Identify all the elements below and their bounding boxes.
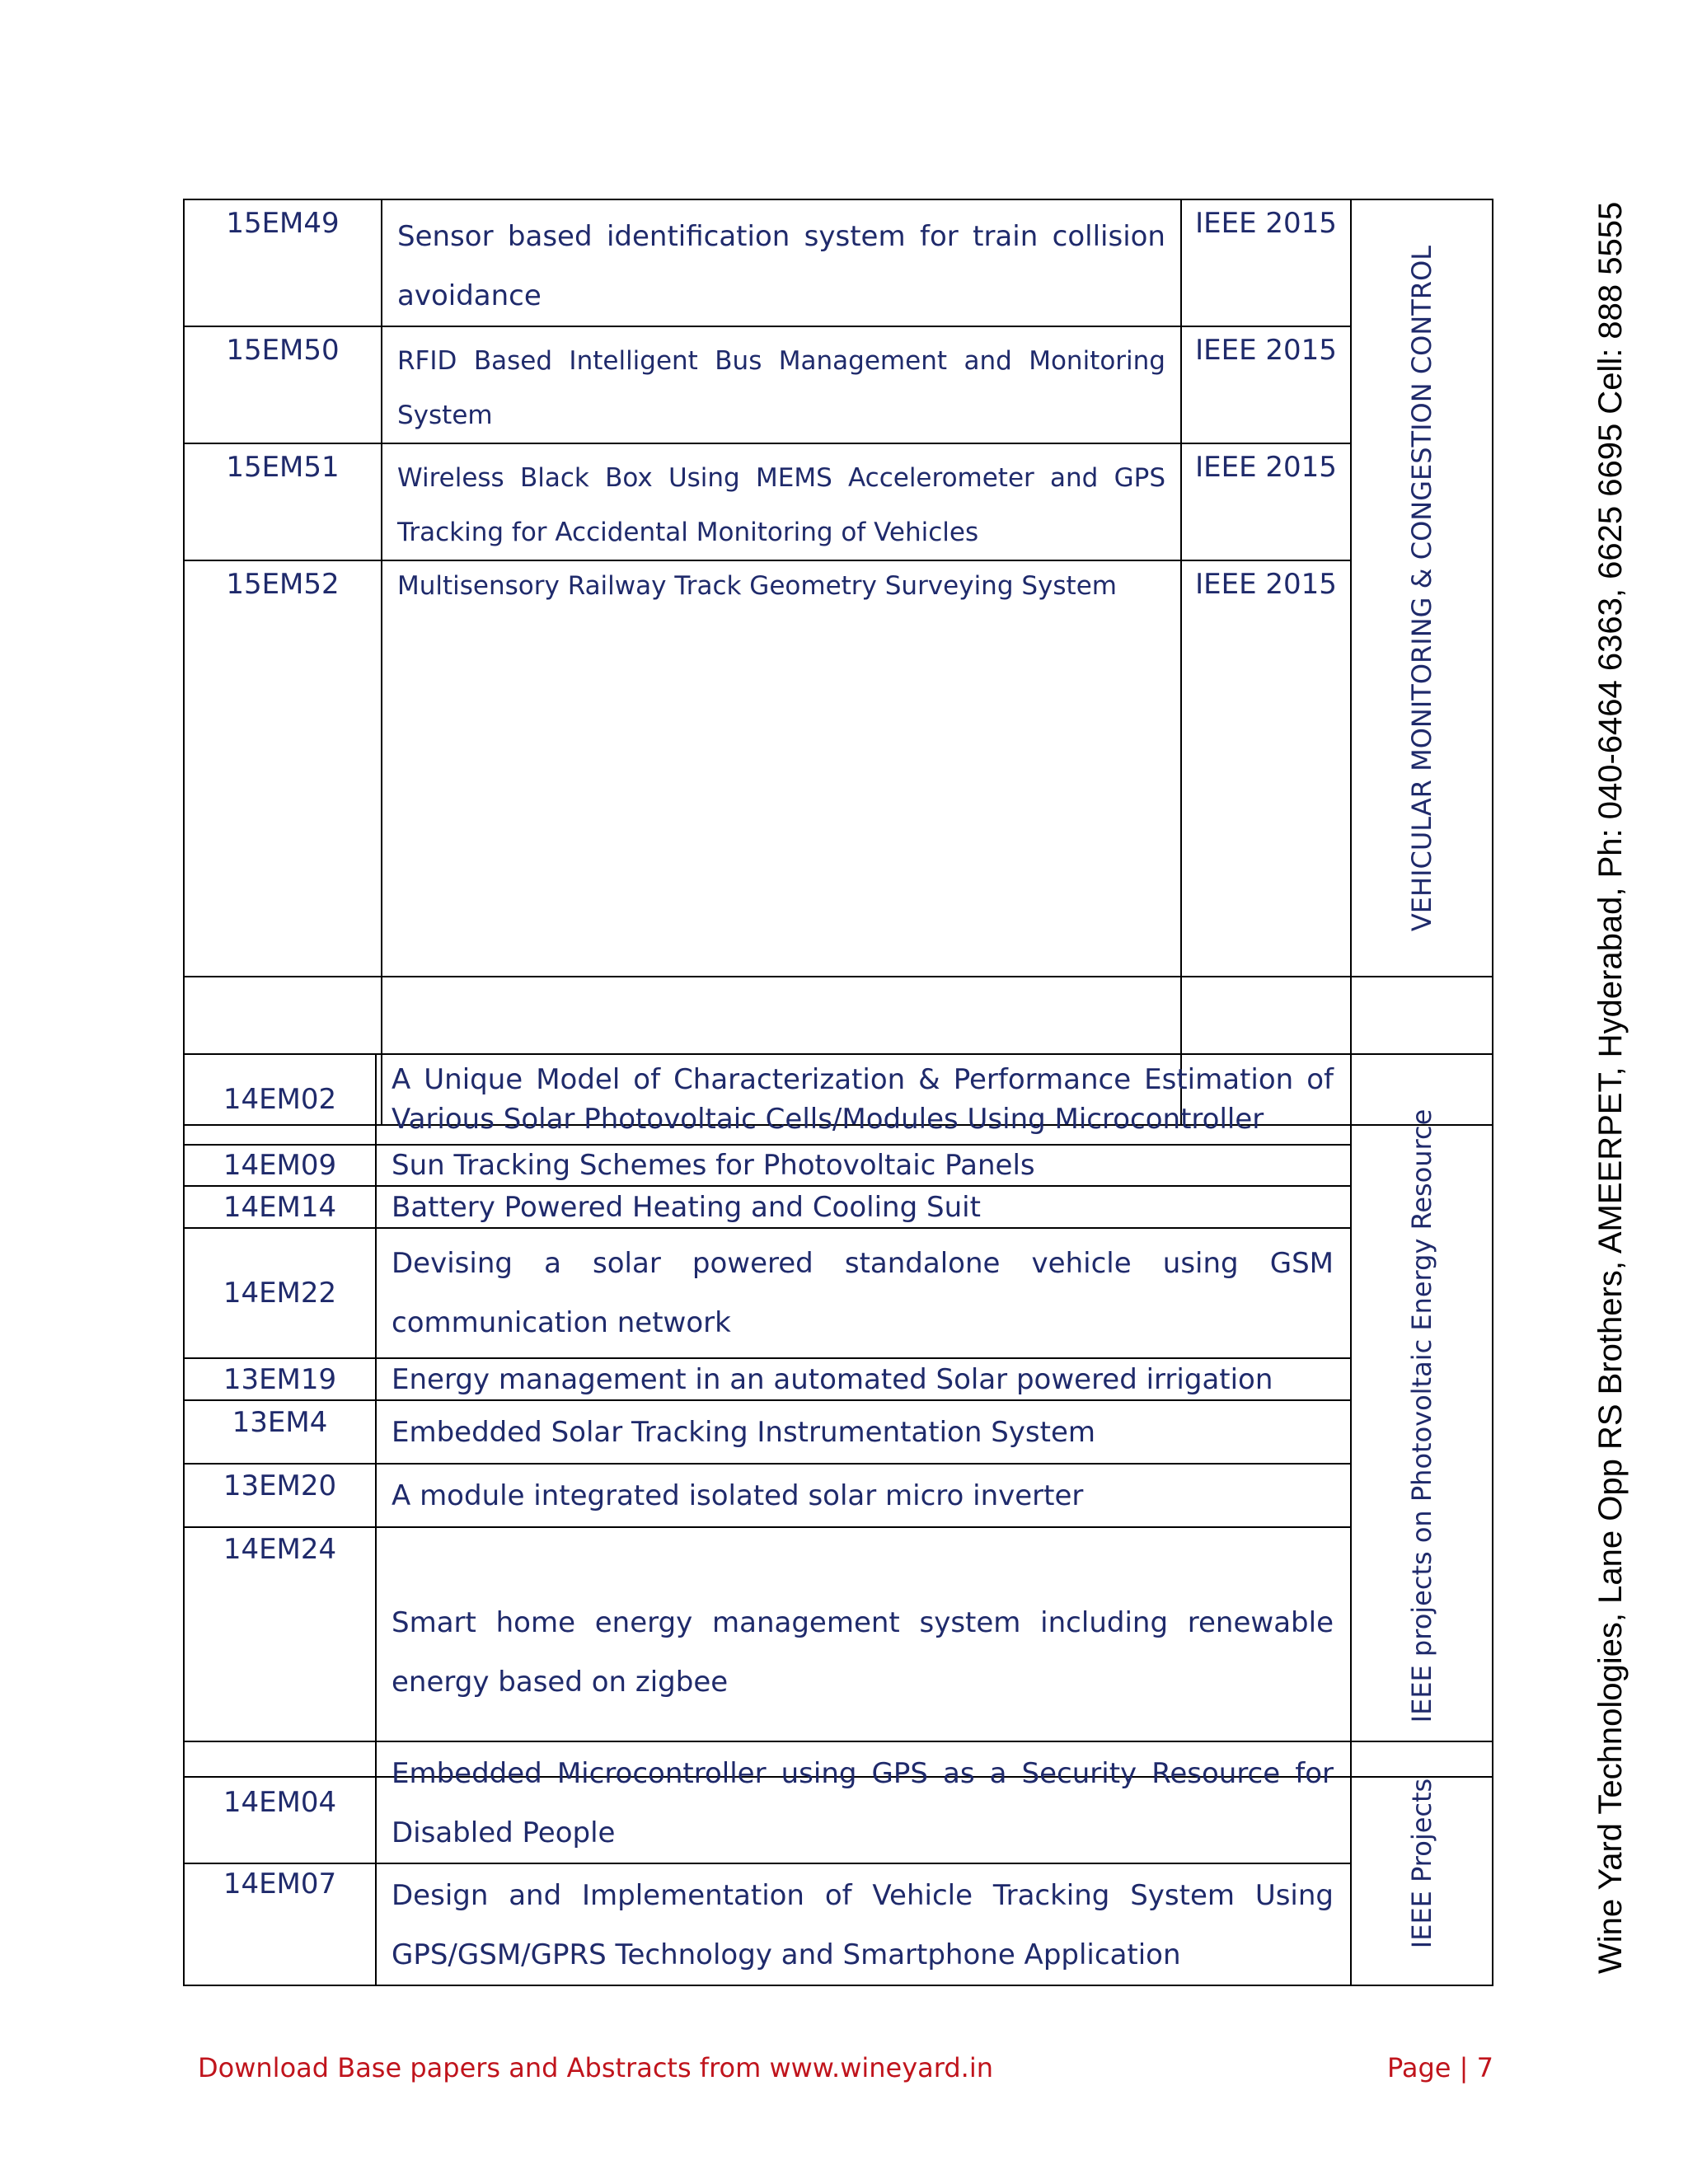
project-title: Devising a solar powered standalone vehicle using GSM communication network	[376, 1228, 1351, 1358]
category-label: IEEE projects on Photovoltaic Energy Resource	[1406, 1108, 1437, 1722]
project-title: Smart home energy management system including renewable energy based on zigbee	[376, 1527, 1351, 1777]
project-title: Wireless Black Box Using MEMS Accelerometer and GPS Tracking for Accidental Monitoring of Vehicles	[382, 443, 1181, 560]
project-code: 13EM19	[184, 1358, 376, 1400]
table-row	[184, 199, 1493, 326]
project-title: Embedded Microcontroller using GPS as a Security Resource for Disabled People	[376, 1741, 1351, 1863]
project-title: Battery Powered Heating and Cooling Suit	[376, 1186, 1351, 1228]
project-title: Embedded Solar Tracking Instrumentation System	[376, 1400, 1351, 1464]
category-cell	[1351, 1054, 1493, 1777]
project-code: 14EM07	[184, 1863, 376, 1985]
table-row	[184, 1228, 1493, 1358]
category-label: IEEE Projects	[1406, 1778, 1437, 1949]
project-year: IEEE 2015	[1181, 443, 1351, 560]
table-row	[184, 1145, 1493, 1186]
table-row	[184, 326, 1493, 443]
project-title: Design and Implementation of Vehicle Tracking System Using GPS/GSM/GPRS Technology and Smartphone Application	[376, 1863, 1351, 1985]
project-code: 14EM14	[184, 1186, 376, 1228]
project-year: IEEE 2015	[1181, 560, 1351, 977]
table-row	[184, 1464, 1493, 1527]
project-code: 15EM50	[184, 326, 382, 443]
project-title: Multisensory Railway Track Geometry Surveying System	[382, 560, 1181, 977]
table-row	[184, 1527, 1493, 1777]
project-code: 13EM4	[184, 1400, 376, 1464]
project-title: A module integrated isolated solar micro inverter	[376, 1464, 1351, 1527]
table-row	[184, 1186, 1493, 1228]
project-title: Sun Tracking Schemes for Photovoltaic Panels	[376, 1145, 1351, 1186]
project-year: IEEE 2015	[1181, 199, 1351, 326]
side-contact-text: Wine Yard Technologies, Lane Opp RS Brothers, AMEERPET, Hyderabad, Ph: 040-6464 6363, 6625 6695 Cell: 888 5555	[1592, 201, 1629, 1974]
table-row	[184, 1358, 1493, 1400]
footer-download-link[interactable]: Download Base papers and Abstracts from www.wineyard.in	[198, 2052, 994, 2083]
table-row	[184, 1054, 1493, 1145]
category-cell	[1351, 199, 1493, 977]
project-code: 13EM20	[184, 1464, 376, 1527]
project-title: RFID Based Intelligent Bus Management and Monitoring System	[382, 326, 1181, 443]
project-year: IEEE 2015	[1181, 326, 1351, 443]
category-label: VEHICULAR MONITORING & CONGESTION CONTROL	[1406, 245, 1437, 931]
table-row	[184, 1400, 1493, 1464]
project-code: 15EM52	[184, 560, 382, 977]
project-code: 15EM49	[184, 199, 382, 326]
project-code: 15EM51	[184, 443, 382, 560]
ieee-projects-table	[183, 1741, 1493, 1986]
project-code: 14EM02	[184, 1054, 376, 1145]
table-row	[184, 1863, 1493, 1985]
table-row	[184, 1741, 1493, 1863]
project-title: Sensor based identification system for train collision avoidance	[382, 199, 1181, 326]
page-number: Page | 7	[1387, 2052, 1493, 2083]
project-code: 14EM24	[184, 1527, 376, 1777]
vehicular-projects-table	[183, 199, 1493, 1126]
project-code: 14EM04	[184, 1741, 376, 1863]
table-row	[184, 443, 1493, 560]
project-title: A Unique Model of Characterization & Performance Estimation of Various Solar Photovoltaic Cells/Modules Using Microcontroller	[376, 1054, 1351, 1145]
project-title: Energy management in an automated Solar powered irrigation	[376, 1358, 1351, 1400]
photovoltaic-projects-table	[183, 1053, 1493, 1778]
project-code: 14EM09	[184, 1145, 376, 1186]
table-row	[184, 560, 1493, 977]
project-code: 14EM22	[184, 1228, 376, 1358]
category-cell	[1351, 1741, 1493, 1985]
